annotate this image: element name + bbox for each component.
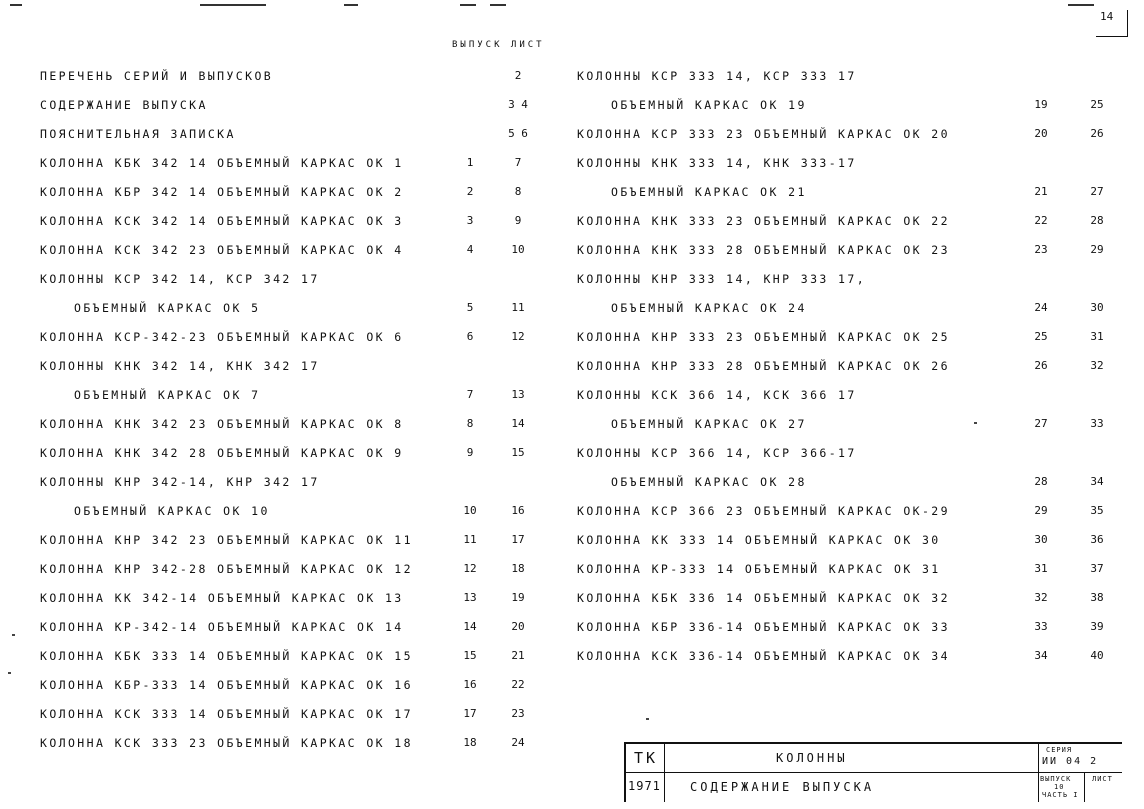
sheet-number: 10 <box>511 243 525 256</box>
contents-row <box>40 501 545 530</box>
contents-row <box>40 66 545 95</box>
sheet-number: 30 <box>1090 301 1104 314</box>
contents-entry-title: ОБЪЕМНЫЙ КАРКАС ОК 7 <box>74 388 261 402</box>
contents-entry-title: КОЛОННЫ КНК 333 14, КНК 333-17 <box>577 156 857 170</box>
issue-number: 29 <box>1034 504 1048 517</box>
contents-row <box>577 356 1107 385</box>
sheet-number: 19 <box>511 591 525 604</box>
contents-entry-title: КОЛОННА КР-342-14 ОБЪЕМНЫЙ КАРКАС ОК 14 <box>40 620 404 634</box>
contents-row <box>577 501 1107 530</box>
contents-row <box>40 588 545 617</box>
contents-entry-title: КОЛОННА КР-333 14 ОБЪЕМНЫЙ КАРКАС ОК 31 <box>577 562 941 576</box>
title-block <box>624 742 1122 802</box>
scan-speck <box>646 718 649 720</box>
contents-row <box>577 414 1107 443</box>
issue-number: 12 <box>463 562 477 575</box>
contents-entry-title: КОЛОННА КБР-333 14 ОБЪЕМНЫЙ КАРКАС ОК 16 <box>40 678 413 692</box>
scan-mark <box>10 4 22 6</box>
contents-entry-title: ОБЪЕМНЫЙ КАРКАС ОК 21 <box>611 185 807 199</box>
sheet-label: ЛИСТ <box>1092 775 1113 783</box>
contents-row <box>577 240 1107 269</box>
contents-entry-title: КОЛОННЫ КНР 342-14, КНР 342 17 <box>40 475 320 489</box>
contents-entry-title: ОБЪЕМНЫЙ КАРКАС ОК 10 <box>74 504 270 518</box>
issue-number: 28 <box>1034 475 1048 488</box>
contents-row <box>577 211 1107 240</box>
sheet-number: 17 <box>511 533 525 546</box>
contents-row <box>577 646 1107 675</box>
issue-number: 8 <box>466 417 474 430</box>
contents-row <box>577 95 1107 124</box>
contents-entry-title: КОЛОННА КСР 366 23 ОБЪЕМНЫЙ КАРКАС ОК-29 <box>577 504 950 518</box>
contents-entry-title: КОЛОННА КНК 333 28 ОБЪЕМНЫЙ КАРКАС ОК 23 <box>577 243 950 257</box>
sheet-number: 36 <box>1090 533 1104 546</box>
sheet-number: 11 <box>511 301 525 314</box>
sheet-number: 16 <box>511 504 525 517</box>
contents-entry-title: ОБЪЕМНЫЙ КАРКАС ОК 27 <box>611 417 807 431</box>
contents-entry-title: КОЛОННА КСК 336-14 ОБЪЕМНЫЙ КАРКАС ОК 34 <box>577 649 950 663</box>
contents-entry-title: КОЛОННА КСР 333 23 ОБЪЕМНЫЙ КАРКАС ОК 20 <box>577 127 950 141</box>
contents-row <box>577 385 1107 414</box>
issue-number: 11 <box>463 533 477 546</box>
contents-entry-title: КОЛОННА КНК 333 23 ОБЪЕМНЫЙ КАРКАС ОК 22 <box>577 214 950 228</box>
contents-entry-title: КОЛОННА КНР 342-28 ОБЪЕМНЫЙ КАРКАС ОК 12 <box>40 562 413 576</box>
sheet-number: 33 <box>1090 417 1104 430</box>
issue-number: 14 <box>463 620 477 633</box>
issue-number: 15 <box>463 649 477 662</box>
contents-row <box>40 153 545 182</box>
sheet-number: 29 <box>1090 243 1104 256</box>
issue-number: 2 <box>466 185 474 198</box>
contents-row <box>40 182 545 211</box>
issue-number: 5 <box>466 301 474 314</box>
issue-number: 23 <box>1034 243 1048 256</box>
issue-number: 24 <box>1034 301 1048 314</box>
sheet-number: 32 <box>1090 359 1104 372</box>
contents-entry-title: КОЛОННА КБР 342 14 ОБЪЕМНЫЙ КАРКАС ОК 2 <box>40 185 404 199</box>
contents-entry-title: КОЛОННЫ КСР 333 14, КСР 333 17 <box>577 69 857 83</box>
contents-row <box>577 443 1107 472</box>
contents-row <box>577 588 1107 617</box>
contents-entry-title: КОЛОННА КБК 333 14 ОБЪЕМНЫЙ КАРКАС ОК 15 <box>40 649 413 663</box>
contents-row <box>40 298 545 327</box>
issue-number: 33 <box>1034 620 1048 633</box>
sheet-number: 9 <box>514 214 522 227</box>
contents-entry-title: ОБЪЕМНЫЙ КАРКАС ОК 5 <box>74 301 261 315</box>
contents-right-column <box>577 66 1107 675</box>
contents-entry-title: КОЛОННА КСР-342-23 ОБЪЕМНЫЙ КАРКАС ОК 6 <box>40 330 404 344</box>
contents-entry-title: КОЛОННЫ КСР 342 14, КСР 342 17 <box>40 272 320 286</box>
column-header: ВЫПУСК ЛИСТ <box>452 40 545 50</box>
contents-row <box>40 443 545 472</box>
contents-row <box>40 617 545 646</box>
scan-speck <box>12 634 15 636</box>
sheet-number: 38 <box>1090 591 1104 604</box>
series-value: ИИ 04 2 <box>1042 756 1099 767</box>
sheet-number: 26 <box>1090 127 1104 140</box>
contents-entry-title: ПОЯСНИТЕЛЬНАЯ ЗАПИСКА <box>40 127 236 141</box>
frame-corner <box>1127 10 1128 36</box>
scan-mark <box>460 4 476 6</box>
scan-speck <box>8 672 11 674</box>
contents-entry-title: КОЛОННА КБР 336-14 ОБЪЕМНЫЙ КАРКАС ОК 33 <box>577 620 950 634</box>
sheet-number: 39 <box>1090 620 1104 633</box>
contents-row <box>577 327 1107 356</box>
contents-entry-title: КОЛОННА КСК 342 23 ОБЪЕМНЫЙ КАРКАС ОК 4 <box>40 243 404 257</box>
contents-entry-title: КОЛОННЫ КНР 333 14, КНР 333 17, <box>577 272 867 286</box>
issue-label: ВЫПУСК <box>1040 775 1072 783</box>
sheet-number: 5 6 <box>508 127 528 140</box>
contents-row <box>40 559 545 588</box>
issue-number: 32 <box>1034 591 1048 604</box>
issue-value: 10 <box>1054 783 1065 791</box>
sheet-number: 24 <box>511 736 525 749</box>
issue-number: 21 <box>1034 185 1048 198</box>
issue-number: 1 <box>466 156 474 169</box>
contents-row <box>40 704 545 733</box>
contents-row <box>40 675 545 704</box>
sheet-number: 40 <box>1090 649 1104 662</box>
sheet-number: 15 <box>511 446 525 459</box>
sheet-number: 31 <box>1090 330 1104 343</box>
sheet-number: 3 4 <box>508 98 528 111</box>
contents-row <box>40 211 545 240</box>
issue-number: 17 <box>463 707 477 720</box>
scan-mark <box>344 4 358 6</box>
contents-entry-title: ОБЪЕМНЫЙ КАРКАС ОК 28 <box>611 475 807 489</box>
contents-entry-title: КОЛОННА КСК 342 14 ОБЪЕМНЫЙ КАРКАС ОК 3 <box>40 214 404 228</box>
stamp-year: 1971 <box>628 779 661 793</box>
contents-row <box>577 182 1107 211</box>
contents-entry-title: КОЛОННЫ КСК 366 14, КСК 366 17 <box>577 388 857 402</box>
issue-number: 9 <box>466 446 474 459</box>
contents-row <box>40 95 545 124</box>
issue-number: 16 <box>463 678 477 691</box>
sheet-number: 18 <box>511 562 525 575</box>
scan-mark <box>200 4 266 6</box>
contents-row <box>40 472 545 501</box>
contents-row <box>40 414 545 443</box>
issue-number: 31 <box>1034 562 1048 575</box>
series-label: СЕРИЯ <box>1046 746 1073 754</box>
sheet-number: 25 <box>1090 98 1104 111</box>
sheet-number: 28 <box>1090 214 1104 227</box>
contents-row <box>40 385 545 414</box>
contents-row <box>40 733 545 762</box>
issue-number: 7 <box>466 388 474 401</box>
contents-entry-title: ПЕРЕЧЕНЬ СЕРИЙ И ВЫПУСКОВ <box>40 69 274 83</box>
sheet-number: 34 <box>1090 475 1104 488</box>
stamp-code: ТК <box>634 749 659 767</box>
issue-number: 18 <box>463 736 477 749</box>
sheet-number: 7 <box>514 156 522 169</box>
contents-row <box>40 327 545 356</box>
sheet-number: 27 <box>1090 185 1104 198</box>
sheet-number: 2 <box>514 69 522 82</box>
contents-row <box>577 66 1107 95</box>
contents-entry-title: КОЛОННА КК 342-14 ОБЪЕМНЫЙ КАРКАС ОК 13 <box>40 591 404 605</box>
issue-number: 25 <box>1034 330 1048 343</box>
sheet-number: 22 <box>511 678 525 691</box>
contents-left-column <box>40 66 545 762</box>
stamp-title: КОЛОННЫ <box>776 751 848 765</box>
issue-number: 22 <box>1034 214 1048 227</box>
issue-number: 27 <box>1034 417 1048 430</box>
contents-entry-title: КОЛОННА КСК 333 23 ОБЪЕМНЫЙ КАРКАС ОК 18 <box>40 736 413 750</box>
sheet-number: 14 <box>511 417 525 430</box>
contents-row <box>40 646 545 675</box>
issue-number: 4 <box>466 243 474 256</box>
sheet-number: 21 <box>511 649 525 662</box>
contents-row <box>577 298 1107 327</box>
contents-row <box>577 472 1107 501</box>
contents-entry-title: КОЛОННА КНР 342 23 ОБЪЕМНЫЙ КАРКАС ОК 11 <box>40 533 413 547</box>
sheet-number: 35 <box>1090 504 1104 517</box>
issue-number: 20 <box>1034 127 1048 140</box>
contents-entry-title: СОДЕРЖАНИЕ ВЫПУСКА <box>40 98 208 112</box>
contents-entry-title: КОЛОННА КНР 333 28 ОБЪЕМНЫЙ КАРКАС ОК 26 <box>577 359 950 373</box>
contents-row <box>577 124 1107 153</box>
contents-entry-title: КОЛОННА КБК 336 14 ОБЪЕМНЫЙ КАРКАС ОК 32 <box>577 591 950 605</box>
issue-number: 3 <box>466 214 474 227</box>
scan-speck <box>974 422 977 424</box>
issue-number: 34 <box>1034 649 1048 662</box>
issue-number: 19 <box>1034 98 1048 111</box>
sheet-number: 8 <box>514 185 522 198</box>
sheet-number: 37 <box>1090 562 1104 575</box>
issue-number: 6 <box>466 330 474 343</box>
part-label: ЧАСТЬ I <box>1042 791 1079 799</box>
contents-entry-title: КОЛОННА КНР 333 23 ОБЪЕМНЫЙ КАРКАС ОК 25 <box>577 330 950 344</box>
contents-entry-title: КОЛОННЫ КСР 366 14, КСР 366-17 <box>577 446 857 460</box>
contents-entry-title: КОЛОННА КНК 342 28 ОБЪЕМНЫЙ КАРКАС ОК 9 <box>40 446 404 460</box>
contents-entry-title: КОЛОННА КБК 342 14 ОБЪЕМНЫЙ КАРКАС ОК 1 <box>40 156 404 170</box>
contents-row <box>40 124 545 153</box>
contents-entry-title: КОЛОННА КНК 342 23 ОБЪЕМНЫЙ КАРКАС ОК 8 <box>40 417 404 431</box>
scan-mark <box>490 4 506 6</box>
contents-row <box>577 559 1107 588</box>
issue-number: 30 <box>1034 533 1048 546</box>
contents-row <box>577 153 1107 182</box>
issue-number: 10 <box>463 504 477 517</box>
contents-entry-title: КОЛОННА КК 333 14 ОБЪЕМНЫЙ КАРКАС ОК 30 <box>577 533 941 547</box>
page-number: 14 <box>1100 10 1114 23</box>
sheet-number: 23 <box>511 707 525 720</box>
sheet-number: 13 <box>511 388 525 401</box>
stamp-subtitle: СОДЕРЖАНИЕ ВЫПУСКА <box>690 780 875 794</box>
contents-row <box>40 356 545 385</box>
contents-row <box>40 530 545 559</box>
contents-entry-title: ОБЪЕМНЫЙ КАРКАС ОК 19 <box>611 98 807 112</box>
contents-row <box>577 617 1107 646</box>
contents-row <box>577 269 1107 298</box>
issue-number: 26 <box>1034 359 1048 372</box>
frame-corner <box>1096 36 1128 37</box>
sheet-number: 20 <box>511 620 525 633</box>
issue-number: 13 <box>463 591 477 604</box>
contents-entry-title: КОЛОННЫ КНК 342 14, КНК 342 17 <box>40 359 320 373</box>
contents-entry-title: ОБЪЕМНЫЙ КАРКАС ОК 24 <box>611 301 807 315</box>
contents-row <box>577 530 1107 559</box>
scan-mark <box>1068 4 1094 6</box>
sheet-number: 12 <box>511 330 525 343</box>
contents-row <box>40 240 545 269</box>
contents-entry-title: КОЛОННА КСК 333 14 ОБЪЕМНЫЙ КАРКАС ОК 17 <box>40 707 413 721</box>
contents-row <box>40 269 545 298</box>
